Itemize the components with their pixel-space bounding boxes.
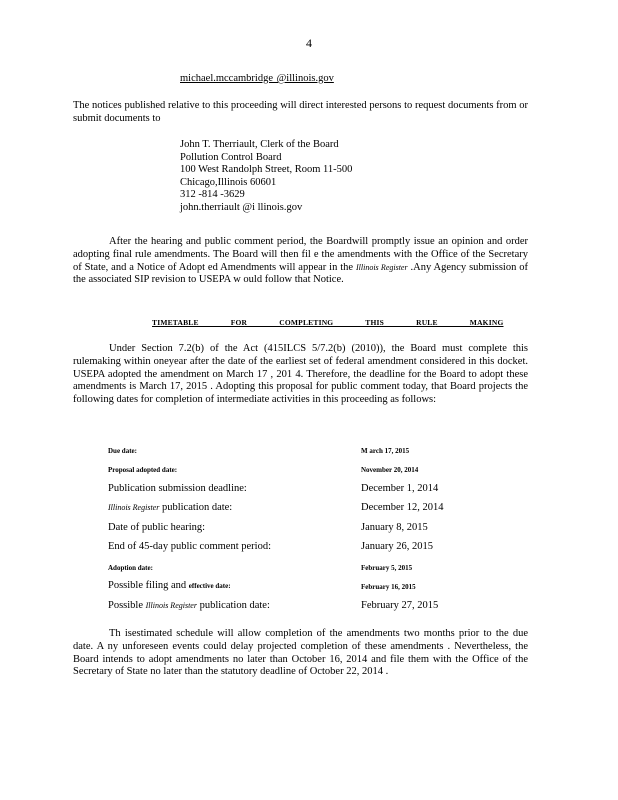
notices-text: The notices published relative to this proceeding will direct interested persons to request documents from or submit documents to [73, 100, 528, 124]
schedule-label-pre: Possible [108, 599, 146, 611]
schedule-label [108, 580, 231, 591]
clerk-address-block [180, 139, 352, 215]
schedule-label [108, 502, 232, 513]
schedule-value: M arch 17, 2015 [361, 446, 410, 455]
schedule-row [108, 595, 468, 615]
illinois-register-italic: Illinois Register [355, 262, 408, 272]
schedule-value: December 12, 2014 [361, 502, 444, 513]
address-line-1: John T. Therriault, Clerk of the Board [180, 139, 339, 150]
address-line-5: 312 -814 -3629 [180, 189, 245, 201]
schedule-value: January 8, 2015 [361, 521, 428, 533]
address-line-2: Pollution Control Board [180, 151, 282, 163]
schedule-label: Due date: [108, 446, 137, 455]
schedule-value: February 5, 2015 [361, 563, 413, 572]
schedule-row [108, 478, 468, 498]
schedule-value: December 1, 2014 [361, 482, 439, 494]
hearing-text-part2: .Any Agency submission of the associated SIP revision to USEPA w ould follow that Notice. [73, 261, 528, 286]
schedule-label-pre: Possible filing and [108, 580, 189, 591]
hearing-paragraph [73, 236, 528, 287]
schedule-value: February 27, 2015 [361, 599, 439, 611]
schedule-label [108, 600, 270, 611]
schedule-label: End of 45-day public comment period: [108, 541, 272, 552]
schedule-row [108, 459, 468, 479]
notices-paragraph [73, 100, 528, 126]
address-line-6: john.therriault @i llinois.gov [180, 201, 303, 213]
schedule-label-rest: publication date: [159, 502, 233, 513]
email-line: michael.mccambridge @illinois.gov [180, 73, 334, 84]
schedule-label-effective: effective date: [188, 582, 231, 590]
timetable-text: Under Section 7.2(b) of the Act (415ILCS 5/7.2(b) (2010)), the Board must complete this rulemaking within oneyear after the date of the earliest set of federal amendment considered in this docket. USEPA adopted the amendment on March 17 , 201 4. Therefore, the deadline for the Board to adopt these amendments is March 17, 2015 . Adopting this proposal for public comment today, that Board projects the following dates for completion of intermediate activities in this proceeding as follows: [73, 343, 528, 406]
schedule-value: November 20, 2014 [361, 466, 419, 474]
schedule-table [108, 439, 468, 615]
schedule-label-rest: publication date: [196, 599, 270, 611]
schedule-value: January 26, 2015 [361, 541, 434, 552]
closing-paragraph [73, 628, 528, 679]
schedule-row [108, 556, 468, 576]
hearing-text [73, 236, 528, 287]
address-line-3: 100 West Randolph Street, Room 11-500 [180, 164, 353, 176]
timetable-paragraph [73, 343, 528, 407]
schedule-label: Proposal adopted date: [108, 466, 178, 474]
schedule-row [108, 439, 468, 459]
schedule-row [108, 517, 468, 537]
schedule-label: Date of public hearing: [108, 521, 206, 533]
schedule-label: Adoption date: [108, 563, 153, 572]
section-heading: TIMETABLE FOR COMPLETING THIS RULE MAKING [152, 318, 504, 327]
schedule-row [108, 576, 468, 596]
page-number: 4 [306, 36, 312, 50]
illinois-register-italic: Illinois Register [108, 503, 160, 512]
illinois-register-italic: Illinois Register [145, 600, 197, 610]
closing-text: Th isestimated schedule will allow completion of the amendments two months prior to the due date. A ny unforeseen events could delay projected completion of these amendments . Nevertheless, the Board intends to adopt amendments no later than October 16, 2014 and file them with the Office of the Secretary of State no later than the statutory deadline of October 22, 2014 . [73, 628, 528, 678]
schedule-row [108, 537, 468, 557]
address-line-4: Chicago,Illinois 60601 [180, 176, 277, 188]
schedule-row [108, 498, 468, 518]
hearing-text-part1: After the hearing and public comment period, the Boardwill promptly issue an opinion and order adopting final rule amendments. The Board will then fil e the amendments with the Office of the Secretary of State, and a Notice of Adopt ed Amendments will appear in the [73, 236, 528, 273]
schedule-value: February 16, 2015 [361, 583, 416, 591]
schedule-label: Publication submission deadline: [108, 482, 247, 494]
